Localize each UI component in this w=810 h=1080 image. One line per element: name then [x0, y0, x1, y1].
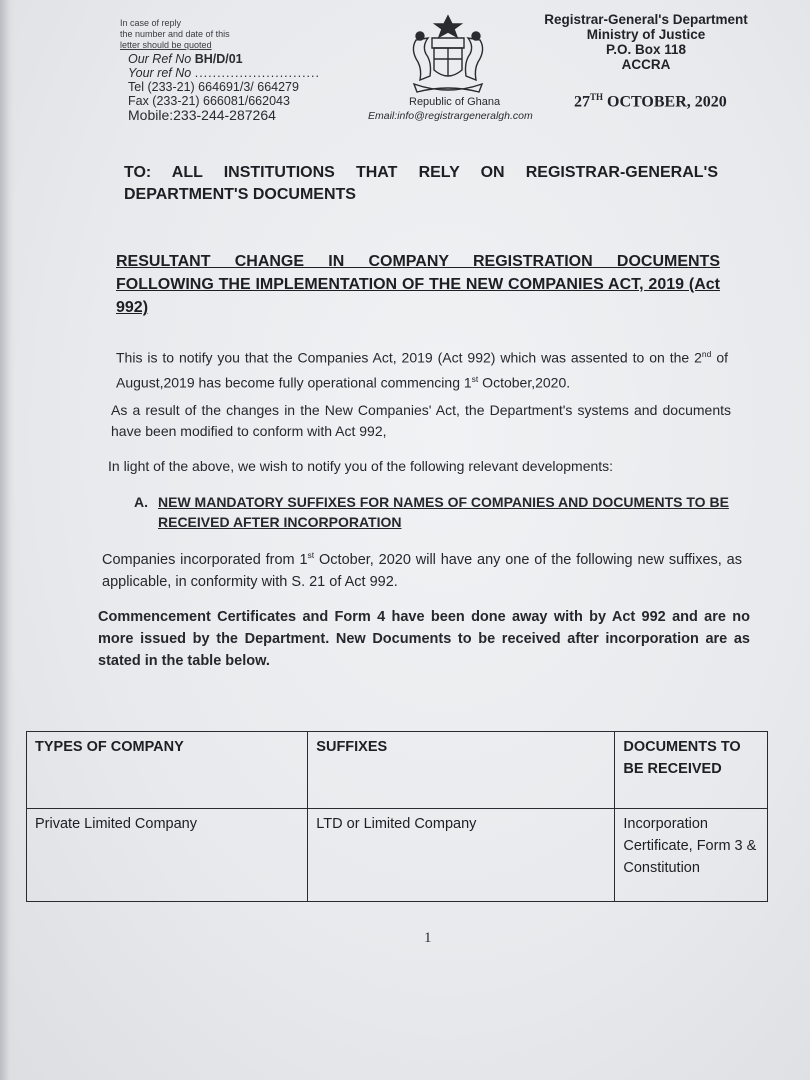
- documents-table: [26, 731, 768, 902]
- page-edge-shadow: [0, 0, 14, 1080]
- table-cell: Private Limited Company: [27, 809, 308, 902]
- ministry-name: Ministry of Justice: [586, 27, 706, 42]
- reply-note-line: the number and date of this: [120, 29, 230, 39]
- department-name: Registrar-General's Department: [544, 12, 748, 27]
- mobile: Mobile:233-244-287264: [128, 107, 276, 123]
- table-header-row: [27, 732, 768, 809]
- column-header: TYPES OF COMPANY: [27, 732, 308, 809]
- ghana-coat-of-arms-icon: [402, 12, 494, 96]
- republic-of-ghana: Republic of Ghana: [409, 96, 501, 108]
- section-a-line2: RECEIVED AFTER INCORPORATION: [158, 514, 402, 530]
- text-run: October, 2020 will have any one of the following new suffixes, as applicable, in conformity with S. 21 of Act 992.: [102, 551, 742, 590]
- table-cell: Incorporation Certificate, Form 3 & Constitution: [615, 809, 768, 902]
- superscript: st: [307, 550, 315, 560]
- telephone: Tel (233-21) 664691/3/ 664279: [128, 80, 299, 94]
- date-suffix: TH: [590, 92, 604, 102]
- po-box: P.O. Box 118: [605, 42, 687, 57]
- paragraph-commencement: Commencement Certificates and Form 4 have been done away with by Act 992 and are no more issued by the Department. New Documents to be received after incorporation are as stated in the table below.: [98, 609, 750, 669]
- reference-block: [128, 52, 320, 122]
- your-ref-dots: ............................: [194, 66, 320, 80]
- subject-heading: RESULTANT CHANGE IN COMPANY REGISTRATION DOCUMENTS FOLLOWING THE IMPLEMENTATION OF THE NEW COMPANIES ACT, 2019 (Act 992): [116, 253, 720, 316]
- text-run: of August,2019 has become fully operational commencing 1: [116, 349, 728, 391]
- table-cell: LTD or Limited Company: [308, 809, 615, 902]
- text-run: Companies incorporated from 1: [102, 551, 308, 568]
- your-ref-label: Your ref No: [128, 66, 192, 80]
- department-block: [528, 12, 764, 72]
- paragraph-developments: In light of the above, we wish to notify you of the following relevant developments:: [108, 458, 614, 474]
- table-row: [27, 809, 768, 902]
- paragraph-changes: As a result of the changes in the New Companies' Act, the Department's systems and documents have been modified to conform with Act 992,: [111, 402, 731, 439]
- text-run: October,2020.: [478, 374, 571, 391]
- reply-note-line: letter should be quoted: [120, 40, 212, 50]
- date-rest: OCTOBER, 2020: [607, 93, 727, 111]
- column-header: DOCUMENTS TO BE RECEIVED: [615, 732, 768, 809]
- paragraph-suffixes: [102, 544, 742, 593]
- reply-note: [120, 18, 230, 51]
- superscript: nd: [701, 349, 712, 359]
- section-a-heading: [134, 492, 740, 532]
- paragraph-notification: [116, 344, 728, 393]
- letter-date: [574, 92, 727, 111]
- fax: Fax (233-21) 666081/662043: [128, 94, 290, 108]
- addressee-line: TO: ALL INSTITUTIONS THAT RELY ON REGISTRAR-GENERAL'S DEPARTMENT'S DOCUMENTS: [124, 164, 718, 203]
- our-ref-value: BH/D/01: [194, 52, 243, 66]
- page-number: 1: [424, 930, 432, 946]
- text-run: This is to notify you that the Companies Act, 2019 (Act 992) which was assented to on the 2: [116, 349, 702, 366]
- reply-note-line: In case of reply: [120, 18, 182, 28]
- city: ACCRA: [621, 57, 671, 72]
- section-a-line1: NEW MANDATORY SUFFIXES FOR NAMES OF COMPANIES AND DOCUMENTS TO BE: [158, 494, 729, 510]
- column-header: SUFFIXES: [308, 732, 615, 809]
- superscript: st: [471, 373, 479, 384]
- section-marker: A.: [134, 494, 148, 510]
- email-address: Email:info@registrargeneralgh.com: [368, 110, 533, 122]
- our-ref-label: Our Ref No: [128, 52, 192, 66]
- date-day: 27: [574, 93, 590, 111]
